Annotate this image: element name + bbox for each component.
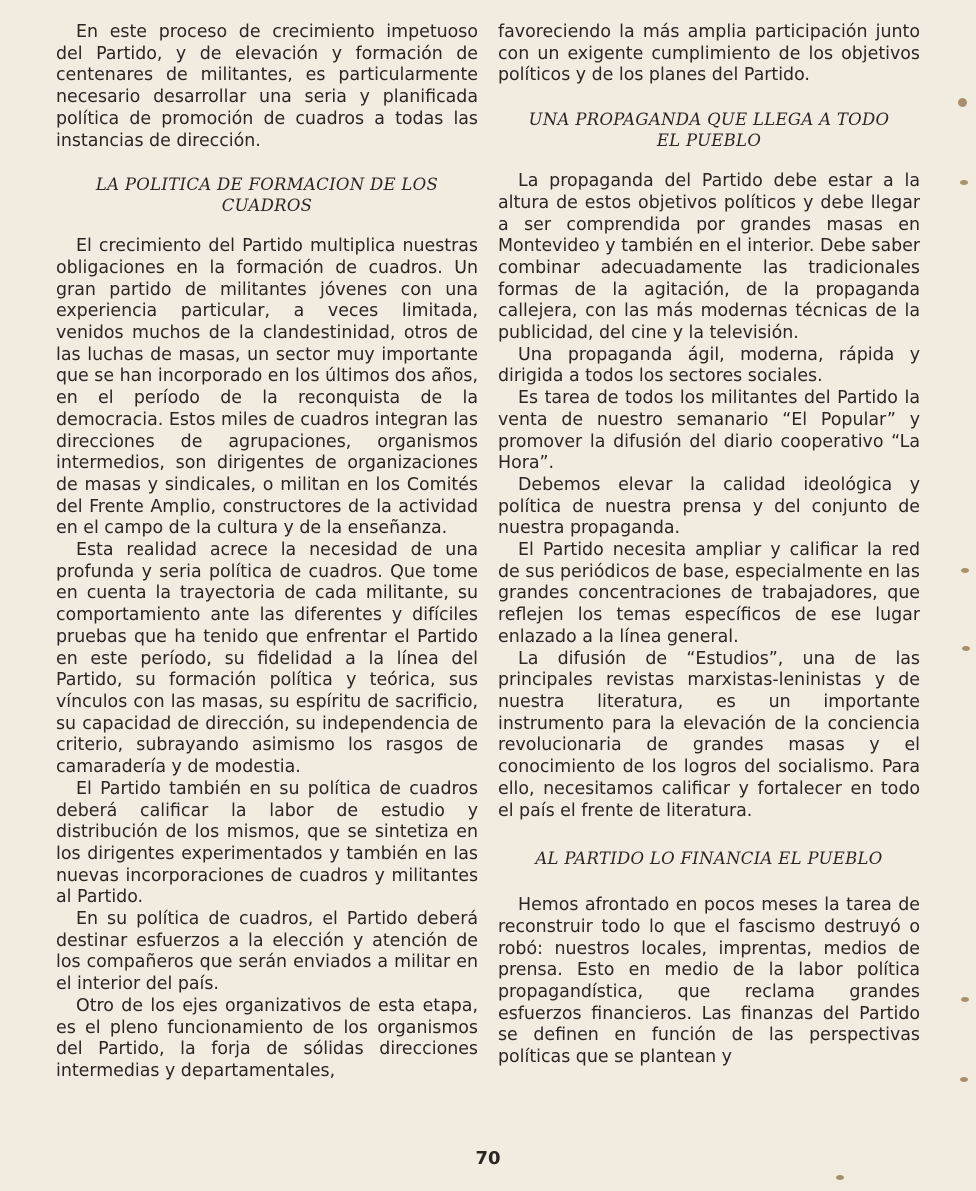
right-column bbox=[498, 22, 920, 1069]
page-number: 70 bbox=[475, 1148, 501, 1169]
section-heading: AL PARTIDO LO FINANCIA EL PUEBLO bbox=[535, 849, 883, 869]
paper-speck bbox=[836, 1175, 844, 1180]
paragraph: El crecimiento del Partido multiplica nuestras obligaciones en la formación de cuadros. Un gran partido de militantes jóvenes con una experiencia particular, a veces limitada, venidos muchos de la clandestinidad, otros de las luchas de masas, un sector muy importante que se han incorporado en los últimos dos años, en el período de la reconquista de la democracia. Estos miles de cuadros integran las direcciones de agrupaciones, organismos intermedios, son dirigentes de organizaciones de masas y sindicales, o militan en los Comités del Frente Amplio, constructores de la actividad en el campo de la cultura y de la enseñanza. bbox=[56, 236, 478, 539]
left-column bbox=[56, 22, 478, 1083]
paragraph: Una propaganda ágil, moderna, rápida y dirigida a todos los sectores sociales. bbox=[498, 344, 920, 387]
paragraph: Esta realidad acrece la necesidad de una profunda y seria política de cuadros. Que tome en cuenta la trayectoria de cada militante, su comportamiento ante las diferentes y difíciles pruebas que ha tenido que enfrentar el Partido en este período, su fidelidad a la línea del Partido, su formación política y teórica, sus vínculos con las masas, su espíritu de sacrificio, su capacidad de dirección, su independencia de criterio, subrayando asimismo los rasgos de camaradería y de modestia. bbox=[56, 540, 478, 778]
paper-speck bbox=[960, 180, 968, 185]
paper-speck bbox=[960, 1077, 968, 1082]
paragraph: Debemos elevar la calidad ideológica y política de nuestra prensa y del conjunto de nuestra propaganda. bbox=[498, 474, 920, 539]
paragraph: favoreciendo la más amplia participación junto con un exigente cumplimiento de los objetivos políticos y de los planes del Partido. bbox=[498, 22, 920, 86]
paper-speck bbox=[958, 98, 967, 107]
paper-speck bbox=[961, 568, 969, 573]
paragraph: En este proceso de crecimiento impetuoso del Partido, y de elevación y formación de centenares de militantes, es particularmente necesario desarrollar una seria y planificada política de promoción de cuadros a todas las instancias de dirección. bbox=[56, 22, 478, 151]
paragraph: En su política de cuadros, el Partido deberá destinar esfuerzos a la elección y atención de los compañeros que serán enviados a militar en el interior del país. bbox=[56, 909, 478, 995]
paper-speck bbox=[961, 997, 969, 1002]
paper-speck bbox=[962, 646, 970, 651]
paragraph: Es tarea de todos los militantes del Partido la venta de nuestro semanario “El Popular” y promover la difusión del diario cooperativo “La Hora”. bbox=[498, 388, 920, 474]
paragraph: La difusión de “Estudios”, una de las principales revistas marxistas-leninistas y de nuestra literatura, es un importante instrumento para la elevación de la conciencia revolucionaria de grandes masas y el conocimiento de los logros del socialismo. Para ello, necesitamos calificar y fortalecer en todo el país el frente de literatura. bbox=[498, 648, 920, 821]
paragraph: El Partido también en su política de cuadros deberá calificar la labor de estudio y distribución de los mismos, que se sintetiza en los dirigentes experimentados y también en las nuevas incorporaciones de cuadros y militantes al Partido. bbox=[56, 778, 478, 908]
paragraph: Otro de los ejes organizativos de esta etapa, es el pleno funcionamiento de los organismos del Partido, la forja de sólidas direcciones intermedias y departamentales, bbox=[56, 995, 478, 1081]
paragraph: La propaganda del Partido debe estar a la altura de estos objetivos políticos y debe llegar a ser comprendida por grandes masas en Montevideo y también en el interior. Debe saber combinar adecuadamente las tradicionales formas de la agitación, de la propaganda callejera, con las más modernas técnicas de la publicidad, del cine y la televisión. bbox=[498, 171, 920, 344]
paragraph: Hemos afrontado en pocos meses la tarea de reconstruir todo lo que el fascismo destruyó o robó: nuestros locales, imprentas, medios de prensa. Esto en medio de la labor política propagandística, que reclama grandes esfuerzos financieros. Las finanzas del Partido se definen en función de las perspectivas políticas que se plantean y bbox=[498, 895, 920, 1068]
section-heading: UNA PROPAGANDA QUE LLEGA A TODO EL PUEBLO bbox=[528, 110, 890, 151]
paragraph: El Partido necesita ampliar y calificar la red de sus periódicos de base, especialmente en las grandes concentraciones de trabajadores, que reflejen los temas específicos de ese lugar enlazado a la línea general. bbox=[498, 540, 920, 647]
section-heading: LA POLITICA DE FORMACION DE LOS CUADROS bbox=[95, 175, 439, 216]
